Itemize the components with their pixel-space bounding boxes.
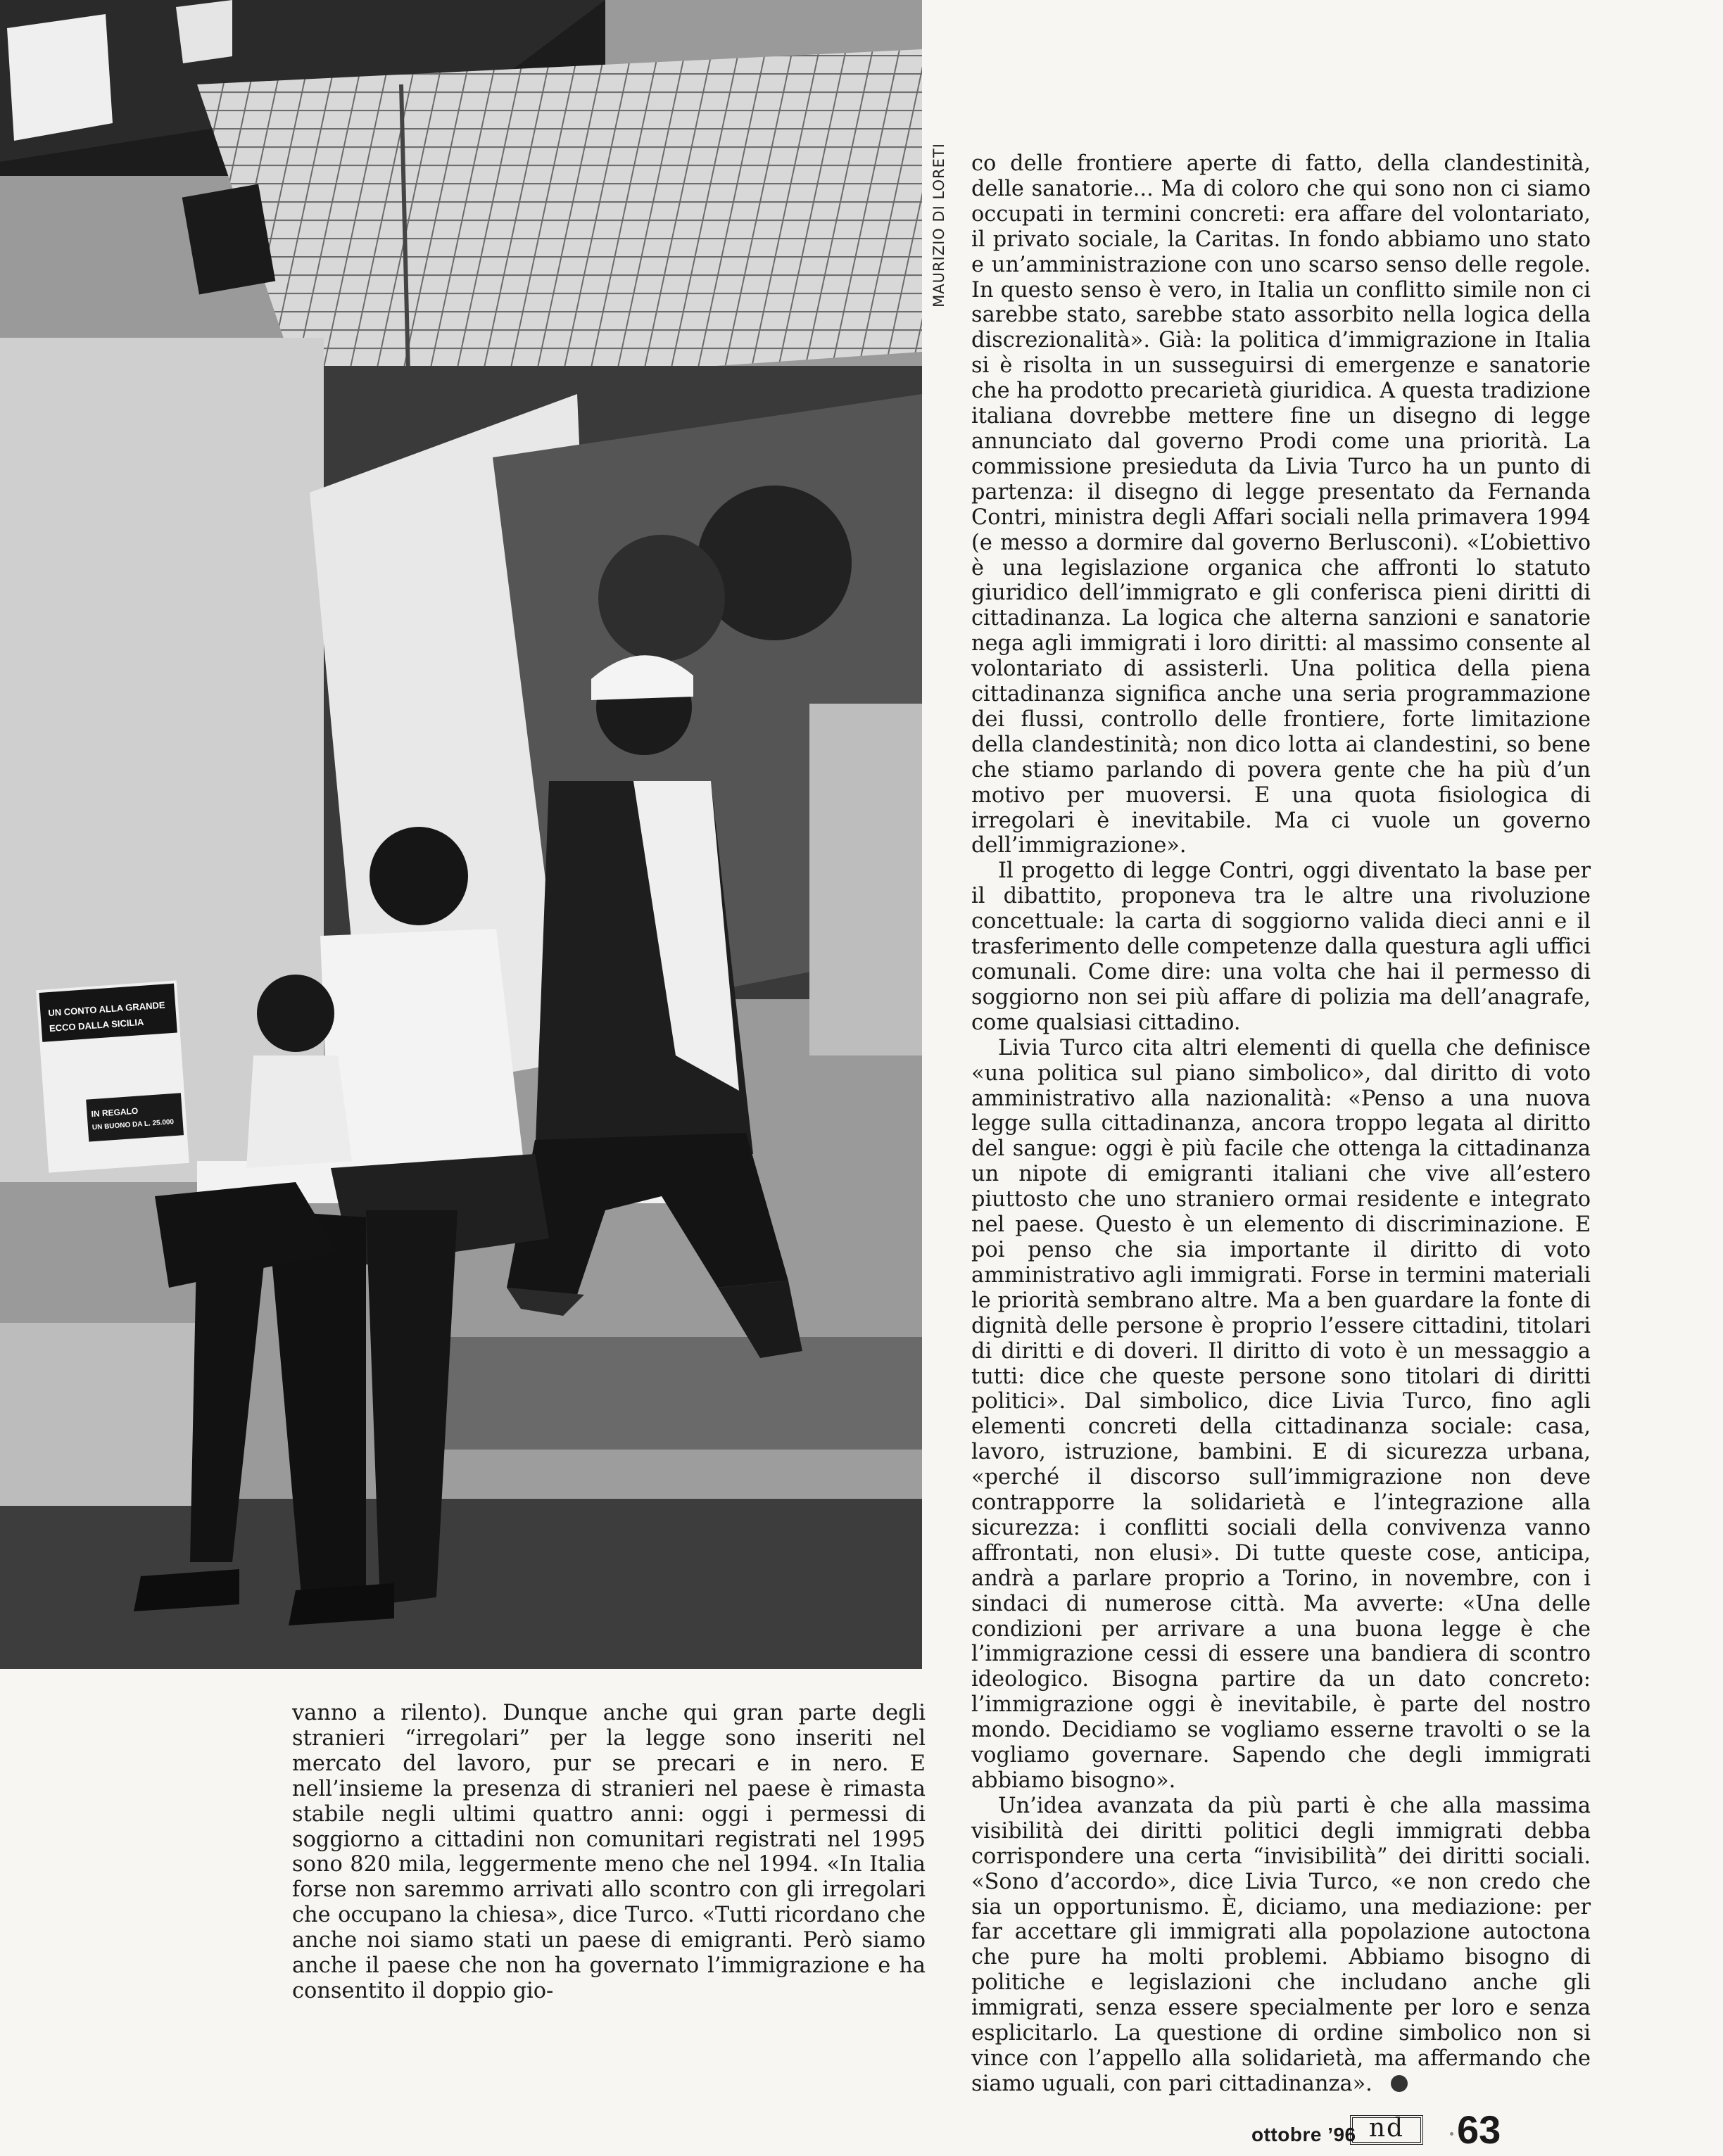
- scan-speck: [1450, 2132, 1453, 2136]
- article-paragraph-text: Un’idea avanzata da più parti è che alla massima visibilità dei diritti politici degli immigrati debba corrispondere una certa “invisibilità” dei diritti sociali. «Sono d’accordo», dice Livia Turco, «e non credo che sia un opportunismo. È, diciamo, una mediazione: per far accettare gli immigrati alla popolazione autoctona che pure ha molti problemi. Abbiamo bisogno di politiche e legislazioni che includano anche gli immigrati, senza essere specialmente per loro e senza esplicitarlo. La questione di ordine simbolico non si vince con l’appello alla solidarietà, ma affermando che siamo uguali, con pari cittadinanza».: [971, 1793, 1591, 2096]
- sign-line-1: UN CONTO ALLA GRANDE: [47, 999, 165, 1019]
- issue-date: ottobre ’96: [1251, 2124, 1356, 2145]
- photo-credit: [922, 123, 956, 327]
- article-photo: [0, 0, 922, 1669]
- end-of-article-bullet: [1391, 2075, 1408, 2092]
- sign-line-2: ECCO DALLA SICILIA: [49, 1016, 144, 1034]
- article-paragraph-last: [971, 1794, 1591, 2097]
- page-footer: [1251, 2107, 1533, 2156]
- magazine-logo: nd: [1350, 2115, 1423, 2145]
- article-column-left: [292, 1701, 926, 2004]
- sign-line-3: IN REGALO: [91, 1105, 139, 1120]
- sign-line-4: UN BUONO DA L. 25.000: [91, 1118, 175, 1132]
- photo-illustration: [0, 0, 922, 1669]
- article-paragraph: Il progetto di legge Contri, oggi diventato la base per il dibattito, proponeva tra le altre una rivoluzione concettuale: la carta di soggiorno valida dieci anni e il trasferimento delle competenze dalla questura agli uffici comunali. Come dire: una volta che hai il permesso di soggiorno non sei più affare di polizia ma dell’anagrafe, come qualsiasi cittadino.: [971, 858, 1591, 1035]
- article-paragraph: co delle frontiere aperte di fatto, della clandestinità, delle sanatorie... Ma di coloro che qui sono non ci siamo occupati in termini concreti: era affare del volontariato, il privato sociale, la Caritas. In fondo abbiamo uno stato e un’amministrazione con uno scarso senso delle regole. In questo senso è vero, in Italia un conflitto simile non ci sarebbe stato, sarebbe stato assorbito nella logica della discrezionalità». Già: la politica d’immigrazione in Italia si è risolta in un susseguirsi di emergenze e sanatorie che ha prodotto precarietà giuridica. A questa tradizione italiana dovrebbe mettere fine un disegno di legge annunciato dal governo Prodi come una priorità. La commissione presieduta da Livia Turco ha un punto di partenza: il disegno di legge presentato da Fernanda Contri, ministra degli Affari sociali nella primavera 1994 (e messo a dormire dal governo Berlusconi). «L’obiettivo è una legislazione organica che affronti lo statuto giuridico dell’immigrato e gli conferisca pieni diritti di cittadinanza. La logica che alterna sanzioni e sanatorie nega agli immigrati i loro diritti: al massimo consente al volontariato di assisterli. Una politica della piena cittadinanza significa anche una seria programmazione dei flussi, controllo delle frontiere, forte limitazione della clandestinità; non dico lotta ai clandestini, so bene che stiamo parlando di povera gente che ha più d’un motivo per muoversi. E una quota fisiologica di irregolari è inevitabile. Ma ci vuole un governo dell’immigrazione».: [971, 151, 1591, 858]
- article-paragraph: Livia Turco cita altri elementi di quella che definisce «una politica sul piano simbolico», dal diritto di voto amministrativo alla nazionalità: «Penso a una nuova legge sulla cittadinanza, ancora troppo legata al diritto del sangue: oggi è più facile che ottenga la cittadinanza un nipote di emigranti italiani che vive all’estero piuttosto che uno straniero ormai residente e integrato nel paese. Questo è un elemento di discriminazione. E poi penso che sia importante il diritto di voto amministrativo agli immigrati. Forse in termini materiali le priorità sembrano altre. Ma a ben guardare la fonte di dignità delle persone è proprio l’essere cittadini, titolari di diritti e di doveri. Il diritto di voto è un messaggio a tutti: dice che queste persone sono titolari di diritti politici». Dal simbolico, dice Livia Turco, fino agli elementi concreti della cittadinanza sociale: casa, lavoro, istruzione, bambini. E di sicurezza urbana, «perché il discorso sull’immigrazione non deve contrapporre la solidarietà e l’integrazione alla sicurezza: i conflitti sociali della convivenza vanno affrontati, non elusi». Di tutte queste cose, anticipa, andrà a parlare proprio a Torino, in novembre, con i sindaci di numerose città. Ma avverte: «Una delle condizioni per arrivare a una buona legge è che l’immigrazione cessi di essere una bandiera di scontro ideologico. Bisogna partire da un dato concreto: l’immigrazione oggi è inevitabile, è parte del nostro mondo. Decidiamo se vogliamo esserne travolti o se la vogliamo governare. Sapendo che degli immigrati abbiamo bisogno».: [971, 1035, 1591, 1793]
- photo-credit-text: MAURIZIO DI LORETI: [930, 143, 947, 307]
- article-paragraph: vanno a rilento). Dunque anche qui gran parte degli stranieri “irregolari” per la legge sono inseriti nel mercato del lavoro, pur se precari e in nero. E nell’insieme la presenza di stranieri nel paese è rimasta stabile negli ultimi quattro anni: oggi i permessi di soggiorno a cittadini non comunitari registrati nel 1995 sono 820 mila, leggermente meno che nel 1994. «In Italia forse non saremmo arrivati allo scontro con gli irregolari che occupano la chiesa», dice Turco. «Tutti ricordano che anche noi siamo stati un paese di emigranti. Però siamo anche il paese che non ha governato l’immigrazione e ha consentito il doppio gio-: [292, 1701, 926, 2003]
- article-column-right: [971, 151, 1591, 2097]
- page-number: 63: [1457, 2107, 1501, 2152]
